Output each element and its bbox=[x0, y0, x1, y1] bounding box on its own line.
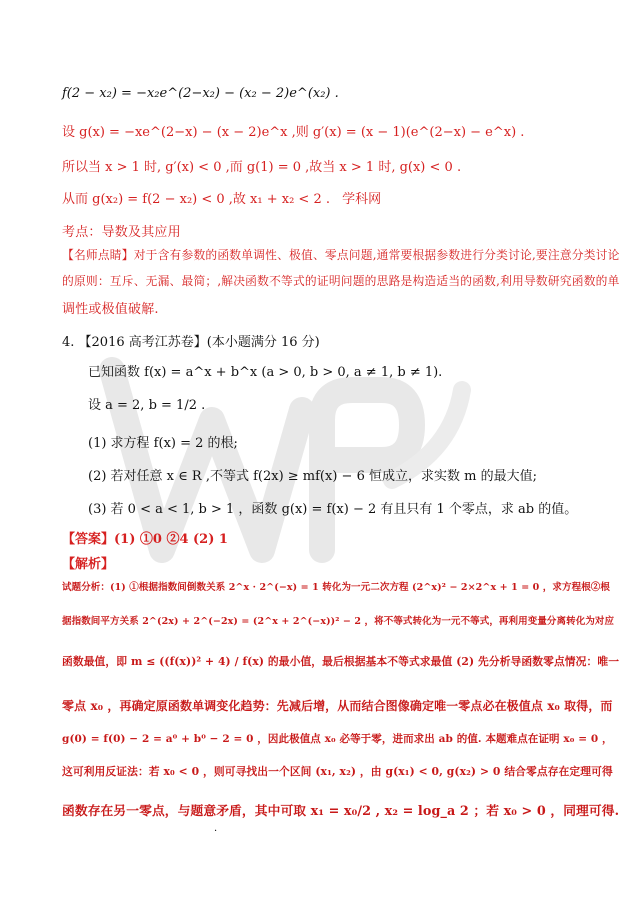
analysis-line-1: 试题分析：(1) ①根据指数间倒数关系 2^x · 2^(−x) = 1 转化为一元二次方程 (2^x)² − 2×2^x + 1 = 0 ，求方程根②根 bbox=[62, 582, 610, 593]
proof-line-3: 所以当 x > 1 时, g′(x) < 0 ,而 g(1) = 0 ,故当 x > 1 时, g(x) < 0 . bbox=[62, 160, 462, 175]
question-header: 4. 【2016 高考江苏卷】(本小题满分 16 分) bbox=[62, 335, 320, 350]
kaodian-label: 考点：导数及其应用 bbox=[62, 225, 181, 240]
proof-line-1: f(2 − x₂) = −x₂e^(2−x₂) − (x₂ − 2)e^(x₂) . bbox=[62, 86, 339, 101]
analysis-line-4: 零点 x₀ ，再确定原函数单调变化趋势：先减后增，从而结合图像确定唯一零点必在极值点 x₀ 取得，而 bbox=[62, 699, 613, 713]
proof-line-4-text: 从而 g(x₂) = f(2 − x₂) < 0 ,故 x₁ + x₂ < 2 . bbox=[62, 192, 330, 207]
analysis-line-5: g(0) = f(0) − 2 = a⁰ + b⁰ − 2 = 0 ，因此极值点 x₀ 必等于零，进而求出 ab 的值. 本题难点在证明 x₀ = 0 ， bbox=[62, 733, 613, 745]
analysis-line-6: 这可利用反证法：若 x₀ < 0 ，则可寻找出一个区间 (x₁, x₂) ，由 g(x₁) < 0, g(x₂) > 0 结合零点存在定理可得 bbox=[62, 765, 613, 778]
page-mark: · bbox=[214, 826, 218, 837]
analysis-line-7: 函数存在另一零点，与题意矛盾，其中可取 x₁ = x₀/2 , x₂ = log_a 2 ；若 x₀ > 0 ，同理可得. bbox=[62, 804, 620, 819]
analysis-line-3: 函数最值，即 m ≤ ((f(x))² + 4) / f(x) 的最小值，最后根据基本不等式求最值 (2) 先分析导函数零点情况：唯一 bbox=[62, 655, 620, 668]
dianjing-line-1: 【名师点睛】对于含有参数的函数单调性、极值、零点问题,通常要根据参数进行分类讨论,要注意分类讨论 bbox=[62, 248, 620, 262]
sub-question-1: (1) 求方程 f(x) = 2 的根; bbox=[88, 436, 238, 451]
sub-question-3: (3) 若 0 < a < 1, b > 1 ，函数 g(x) = f(x) − 2 有且只有 1 个零点，求 ab 的值。 bbox=[88, 502, 578, 517]
analysis-heading: 【解析】 bbox=[62, 557, 115, 572]
question-setup: 设 a = 2, b = 1/2 . bbox=[88, 398, 206, 413]
dianjing-line-2: 的原则：互斥、无漏、最简；,解决函数不等式的证明问题的思路是构造适当的函数,利用导数研究函数的单 bbox=[62, 274, 620, 288]
sub-question-2: (2) 若对任意 x ∈ R ,不等式 f(2x) ≥ mf(x) − 6 恒成立，求实数 m 的最大值; bbox=[88, 469, 537, 484]
analysis-line-2: 据指数间平方关系 2^(2x) + 2^(−2x) = (2^x + 2^(−x))² − 2 ，将不等式转化为一元不等式，再利用变量分离转化为对应 bbox=[62, 616, 615, 627]
dianjing-line-3: 调性或极值破解. bbox=[62, 302, 159, 317]
proof-line-4 bbox=[62, 188, 381, 207]
answer-line: 【答案】(1) ①0 ②4 (2) 1 bbox=[62, 532, 228, 547]
question-intro: 已知函数 f(x) = a^x + b^x (a > 0, b > 0, a ≠ 1, b ≠ 1). bbox=[88, 365, 443, 380]
proof-line-2: 设 g(x) = −xe^(2−x) − (x − 2)e^x ,则 g′(x) = (x − 1)(e^(2−x) − e^x) . bbox=[62, 125, 525, 140]
xuekewang-link[interactable]: 学科网 bbox=[342, 192, 382, 207]
